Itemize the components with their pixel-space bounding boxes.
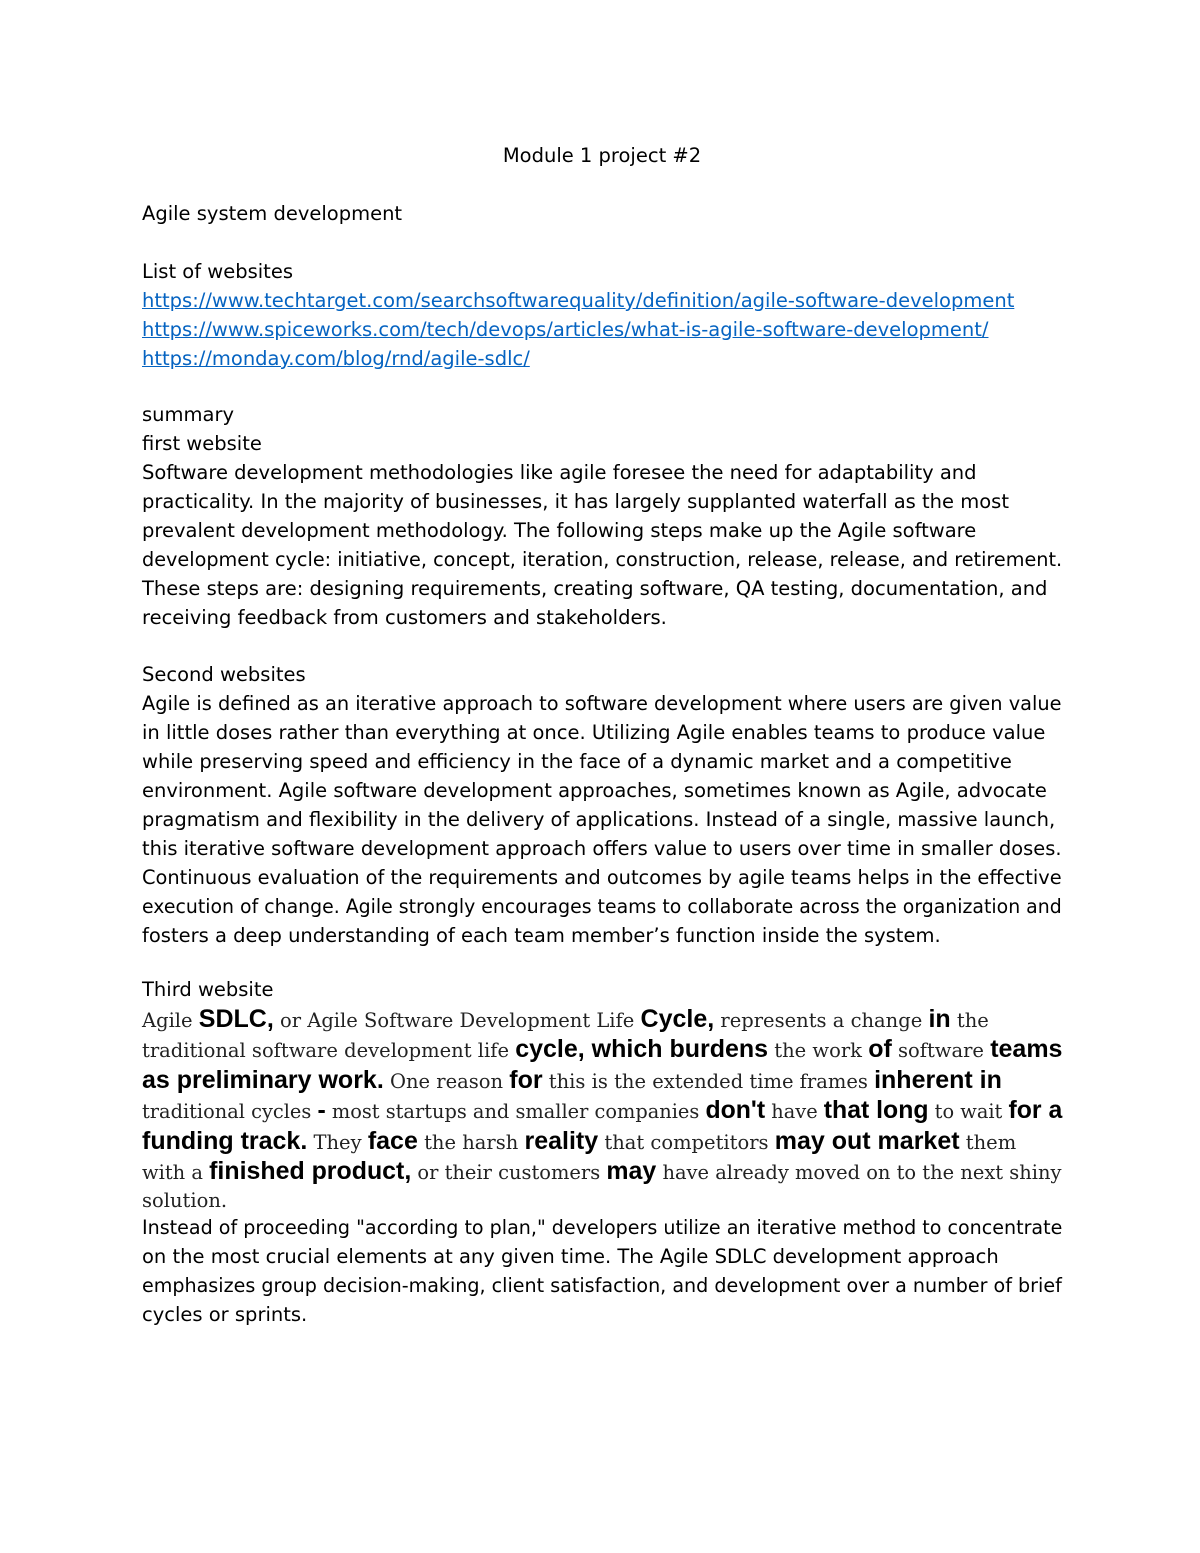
third-website-pasted-excerpt: [142, 1004, 1062, 1217]
third-website-heading: Third website: [142, 978, 274, 1001]
excerpt-bold-fragment: may: [606, 1156, 657, 1185]
excerpt-text-fragment: traditional software development life: [142, 1039, 516, 1063]
second-summary-line: environment. Agile software development approaches, sometimes known as Agile, advocate: [142, 779, 1047, 802]
excerpt-text-fragment: One reason: [383, 1069, 510, 1093]
excerpt-line: [142, 1095, 1063, 1125]
second-summary-line: fosters a deep understanding of each team member’s function inside the system.: [142, 924, 941, 947]
third-summary-line: emphasizes group decision-making, client satisfaction, and development over a number of brief: [142, 1274, 1062, 1297]
excerpt-bold-fragment: for: [509, 1065, 543, 1094]
excerpt-bold-fragment: in: [928, 1005, 951, 1033]
second-summary-line: Agile is defined as an iterative approach to software development where users are given value: [142, 692, 1062, 715]
first-website-heading: first website: [142, 432, 262, 455]
first-summary-line: practicality. In the majority of businesses, it has largely supplanted waterfall as the most: [142, 490, 1009, 513]
summary-section: [142, 400, 1062, 632]
excerpt-text-fragment: or Agile Software Development Life: [273, 1009, 641, 1032]
second-summary-line: Continuous evaluation of the requirements and outcomes by agile teams helps in the effective: [142, 866, 1062, 889]
excerpt-text-fragment: represents a change: [714, 1009, 929, 1032]
excerpt-bold-fragment: that long: [823, 1096, 929, 1125]
second-summary-line: in little doses rather than everything at once. Utilizing Agile enables teams to produce value: [142, 721, 1046, 744]
first-summary-line: development cycle: initiative, concept, iteration, construction, release, release, and retirement.: [142, 548, 1063, 571]
excerpt-bold-fragment: -: [317, 1096, 326, 1125]
first-summary-line: These steps are: designing requirements, creating software, QA testing, documentation, and: [142, 577, 1048, 600]
websites-section: [142, 257, 1062, 373]
document-title: Module 1 project #2: [502, 144, 702, 167]
excerpt-text-fragment: this is the extended time frames: [542, 1069, 875, 1093]
excerpt-bold-fragment: teams: [990, 1035, 1063, 1064]
excerpt-bold-fragment: finished product,: [209, 1156, 412, 1185]
excerpt-bold-fragment: cycle, which burdens: [515, 1035, 769, 1064]
excerpt-text-fragment: the work: [768, 1039, 869, 1063]
excerpt-text-fragment: that competitors: [598, 1130, 775, 1154]
excerpt-text-fragment: They: [307, 1130, 368, 1154]
excerpt-bold-fragment: Cycle,: [640, 1005, 715, 1033]
excerpt-bold-fragment: may out market: [774, 1126, 960, 1155]
third-summary-line: cycles or sprints.: [142, 1303, 308, 1326]
excerpt-text-fragment: have already moved on to the next shiny: [656, 1160, 1062, 1184]
second-website-heading: Second websites: [142, 663, 306, 686]
third-website-summary: [142, 1213, 1062, 1329]
excerpt-text-fragment: to wait: [928, 1100, 1009, 1124]
excerpt-text-fragment: software: [891, 1039, 991, 1063]
first-summary-line: Software development methodologies like agile foresee the need for adaptability and: [142, 461, 977, 484]
third-summary-line: Instead of proceeding "according to plan," developers utilize an iterative method to concentrate: [142, 1216, 1063, 1239]
third-website-section: [142, 975, 1062, 1004]
excerpt-line: [142, 1034, 1062, 1064]
subject-line: Agile system development: [142, 202, 403, 225]
website-link-spiceworks[interactable]: https://www.spiceworks.com/tech/devops/articles/what-is-agile-software-development/: [142, 318, 989, 341]
excerpt-line: [142, 1156, 1062, 1186]
excerpt-bold-fragment: funding track.: [142, 1126, 308, 1155]
excerpt-bold-fragment: of: [868, 1035, 892, 1064]
excerpt-text-fragment: them: [959, 1130, 1017, 1154]
third-summary-line: on the most crucial elements at any given time. The Agile SDLC development approach: [142, 1245, 999, 1268]
excerpt-text-fragment: with a: [142, 1160, 210, 1184]
second-summary-line: execution of change. Agile strongly encourages teams to collaborate across the organization and: [142, 895, 1062, 918]
excerpt-text-fragment: most startups and smaller companies: [325, 1100, 706, 1124]
excerpt-bold-fragment: reality: [524, 1126, 599, 1155]
excerpt-text-fragment: the harsh: [417, 1130, 525, 1154]
summary-heading: summary: [142, 403, 235, 426]
excerpt-bold-fragment: face: [367, 1126, 418, 1155]
excerpt-bold-fragment: for a: [1008, 1096, 1063, 1125]
excerpt-line: [142, 1004, 1062, 1034]
excerpt-bold-fragment: don't: [705, 1096, 766, 1125]
first-summary-line: prevalent development methodology. The following steps make up the Agile software: [142, 519, 977, 542]
excerpt-bold-fragment: inherent in: [874, 1065, 1002, 1094]
second-summary-line: this iterative software development approach offers value to users over time in smaller doses.: [142, 837, 1062, 860]
excerpt-line: [142, 1065, 1062, 1095]
excerpt-bold-fragment: as preliminary work.: [142, 1065, 384, 1094]
excerpt-text-fragment: have: [765, 1100, 824, 1124]
excerpt-bold-fragment: SDLC,: [198, 1005, 274, 1033]
excerpt-text-fragment: the: [950, 1009, 989, 1032]
website-link-techtarget[interactable]: https://www.techtarget.com/searchsoftwarequality/definition/agile-software-development: [142, 289, 1015, 312]
excerpt-text-fragment: or their customers: [411, 1160, 607, 1184]
first-summary-line: receiving feedback from customers and stakeholders.: [142, 606, 667, 629]
excerpt-line: [142, 1126, 1062, 1156]
website-link-monday[interactable]: https://monday.com/blog/rnd/agile-sdlc/: [142, 347, 530, 370]
excerpt-text-fragment: solution.: [142, 1189, 228, 1213]
second-summary-line: while preserving speed and efficiency in the face of a dynamic market and a competitive: [142, 750, 1012, 773]
excerpt-text-fragment: Agile: [142, 1009, 199, 1032]
second-website-section: [142, 660, 1062, 950]
excerpt-text-fragment: traditional cycles: [142, 1100, 318, 1124]
websites-heading: List of websites: [142, 260, 293, 283]
second-summary-line: pragmatism and flexibility in the delivery of applications. Instead of a single, massive launch,: [142, 808, 1056, 831]
